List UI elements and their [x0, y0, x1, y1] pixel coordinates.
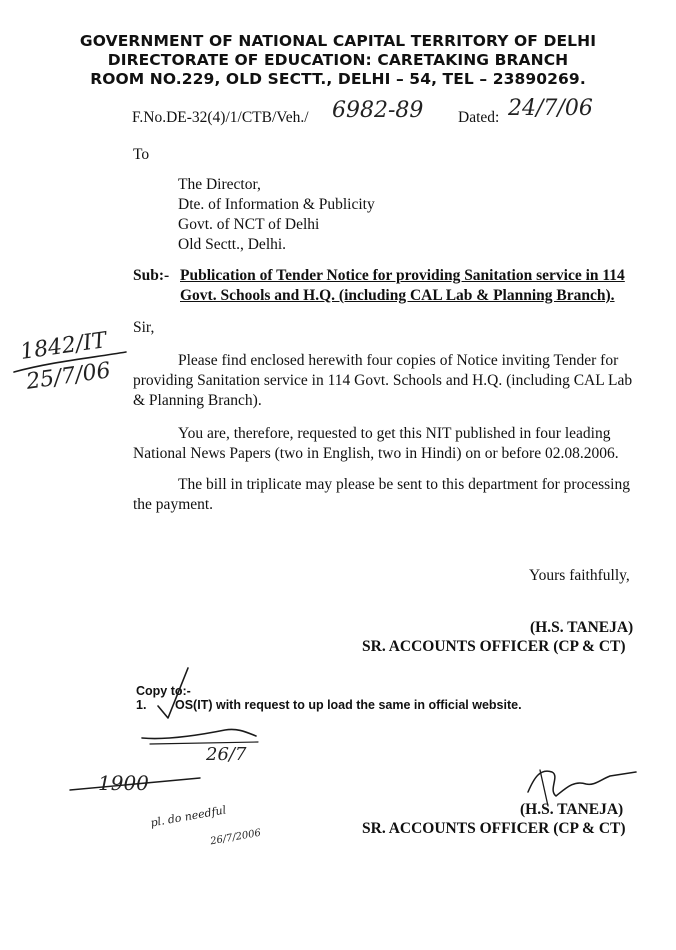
signatory-title-repeat: SR. ACCOUNTS OFFICER (CP & CT) — [362, 820, 626, 837]
signatory-name: (H.S. TANEJA) — [530, 619, 634, 636]
signatory-title: SR. ACCOUNTS OFFICER (CP & CT) — [362, 638, 626, 655]
copy-item-text: OS(IT) with request to up load the same in official website. — [175, 698, 522, 712]
paragraph-line: National News Papers (two in English, two in Hindi) on or before 02.08.2006. — [133, 445, 619, 462]
copy-label: Copy to:- — [136, 684, 191, 698]
subject-label: Sub:- — [133, 267, 170, 284]
copy-item-number: 1. — [136, 698, 147, 712]
file-number: F.No.DE-32(4)/1/CTB/Veh./ — [132, 109, 309, 126]
subject-line: Govt. Schools and H.Q. (including CAL Lab & Planning Branch). — [180, 287, 615, 304]
closing: Yours faithfully, — [529, 567, 630, 584]
dated-label: Dated: — [458, 109, 500, 126]
margin-diary-number: 1842/IT — [18, 328, 109, 365]
handwritten-number-mark: 1900 — [98, 771, 149, 795]
file-number-handwritten: 6982-89 — [332, 98, 424, 123]
header-line-government: GOVERNMENT OF NATIONAL CAPITAL TERRITORY OF DELHI — [79, 32, 597, 50]
paragraph-line: the payment. — [133, 496, 214, 513]
address-line: Govt. of NCT of Delhi — [178, 216, 320, 233]
dated-handwritten: 24/7/06 — [508, 96, 593, 121]
subject-line: Publication of Tender Notice for providing Sanitation service in 114 — [180, 267, 625, 284]
paragraph-line: The bill in triplicate may please be sent to this department for processing — [178, 476, 630, 493]
to-label: To — [133, 146, 150, 163]
paragraph-line: & Planning Branch). — [133, 392, 262, 409]
address-line: Dte. of Information & Publicity — [178, 196, 375, 213]
header-line-address: ROOM NO.229, OLD SECTT., DELHI – 54, TEL – 23890269. — [90, 70, 586, 88]
paragraph-line: Please find enclosed herewith four copies of Notice inviting Tender for — [178, 352, 619, 369]
handwritten-note: pl. do needful — [149, 803, 228, 830]
salutation: Sir, — [133, 319, 155, 336]
address-line: Old Sectt., Delhi. — [178, 236, 287, 253]
paragraph-line: providing Sanitation service in 114 Govt. Schools and H.Q. (including CAL Lab — [133, 372, 633, 389]
address-line: The Director, — [178, 176, 261, 193]
handwritten-date-mark: 26/7 — [206, 744, 247, 765]
paragraph-line: You are, therefore, requested to get this NIT published in four leading — [178, 425, 611, 442]
header-line-directorate: DIRECTORATE OF EDUCATION: CARETAKING BRANCH — [107, 51, 569, 69]
signatory-name-repeat: (H.S. TANEJA) — [520, 801, 624, 818]
margin-diary-date: 25/7/06 — [24, 358, 113, 395]
handwritten-note-date: 26/7/2006 — [209, 827, 262, 848]
